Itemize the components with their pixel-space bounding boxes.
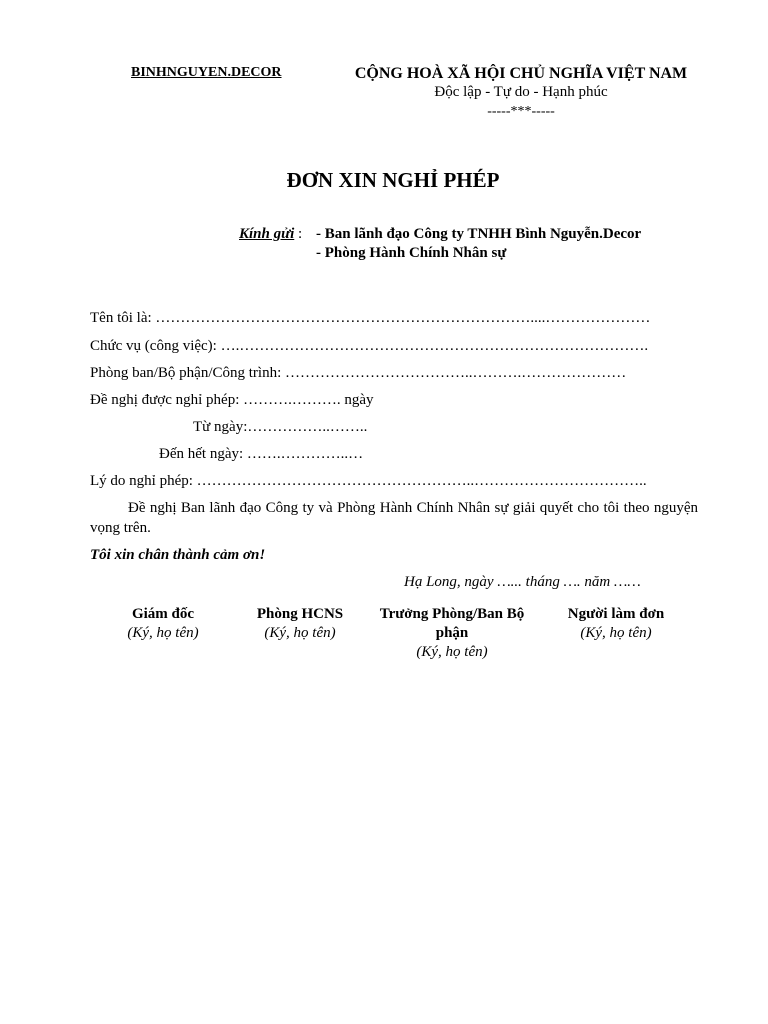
field-leave-days: Đề nghị được nghỉ phép: ……….………. ngày — [90, 392, 374, 408]
thanks-line: Tôi xin chân thành cảm ơn! — [90, 547, 266, 563]
field-reason: Lý do nghỉ phép: ………………………………………………..…………………………….. — [90, 473, 647, 489]
signature-title: Giám đốc — [131, 606, 195, 622]
field-from-date: Từ ngày:……………..…….. — [193, 419, 368, 435]
recipient-hr: - Phòng Hành Chính Nhân sự — [316, 245, 507, 261]
signature-title: Người làm đơn — [567, 606, 665, 622]
nation-title: CỘNG HOÀ XÃ HỘI CHỦ NGHĨA VIỆT NAM — [354, 65, 688, 82]
addressee-label: Kính gửi — [239, 226, 295, 242]
field-to-date: Đến hết ngày: …….…………..… — [159, 446, 364, 462]
national-header — [340, 64, 702, 121]
company-name: BINHNGUYEN.DECOR — [131, 65, 282, 80]
signature-note: (Ký, họ tên) — [264, 625, 336, 641]
field-name: Tên tôi là: …………………………………………………………………....………………… — [90, 310, 651, 326]
signature-note: (Ký, họ tên) — [580, 625, 652, 641]
signature-title: Trưởng Phòng/Ban Bộ phận — [379, 606, 525, 641]
signature-note: (Ký, họ tên) — [127, 625, 199, 641]
header-separator: -----***----- — [487, 104, 555, 119]
signature-title: Phòng HCNS — [256, 606, 344, 622]
signature-hr — [240, 605, 360, 643]
field-department: Phòng ban/Bộ phận/Công trình: ………………………………..……….………………… — [90, 365, 627, 381]
signature-department-head — [378, 605, 526, 662]
national-motto: Độc lập - Tự do - Hạnh phúc — [434, 84, 608, 100]
field-position: Chức vụ (công việc): ….………………………………………………………………………. — [90, 338, 649, 354]
addressee-colon: : — [298, 226, 303, 242]
recipient-board: - Ban lãnh đạo Công ty TNHH Bình Nguyễn.Decor — [316, 226, 642, 242]
document-title: ĐƠN XIN NGHỈ PHÉP — [286, 168, 500, 192]
request-paragraph: Đề nghị Ban lãnh đạo Công ty và Phòng Hành Chính Nhân sự giải quyết cho tôi theo nguyện vọng trên. — [90, 500, 698, 536]
place-date: Hạ Long, ngày …... tháng …. năm …… — [404, 574, 641, 590]
signature-note: (Ký, họ tên) — [416, 644, 488, 660]
signature-director — [103, 605, 223, 643]
signature-applicant — [552, 605, 680, 643]
